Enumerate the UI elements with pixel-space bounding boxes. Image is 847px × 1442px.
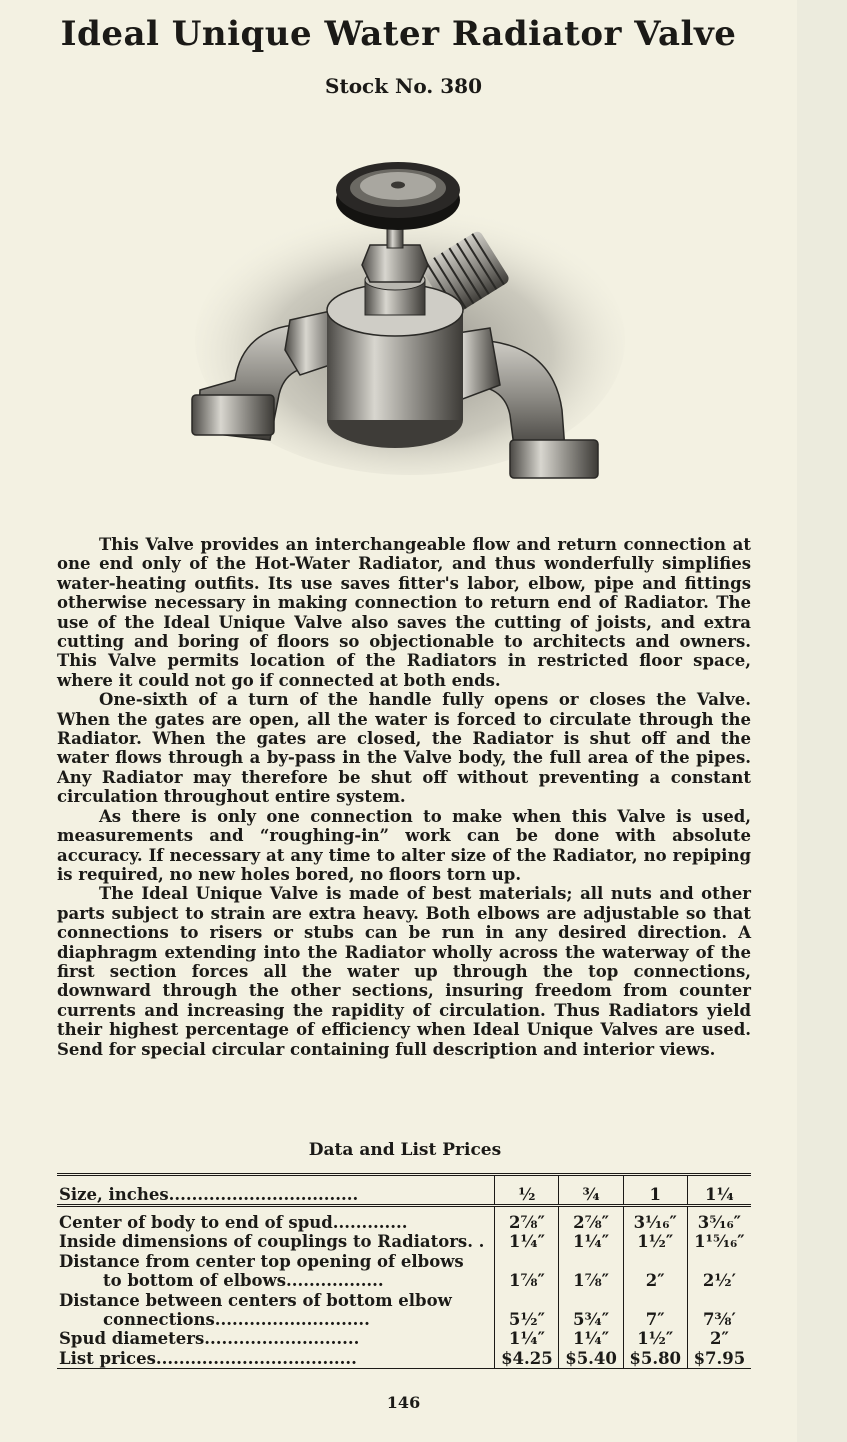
cell: 1¹⁵⁄₁₆″ <box>687 1232 751 1251</box>
cell: 1½″ <box>623 1329 687 1348</box>
paragraph-4: The Ideal Unique Valve is made of best materials; all nuts and other parts subject to strain are extra heavy. Both elbows are adjustable so that connections to risers or stubs can be run in any desired direction. A diaphragm extending into the Radiator wholly across the waterway of the first section forces all the water up through the top connections, downward through the other sections, insuring freedom from counter currents and increasing the rapidity of circulation. Thus Radiators yield their highest percentage of efficiency when Ideal Unique Valves are used. Send for special circular containing full description and interior views. <box>57 884 751 1059</box>
size-half: ½ <box>495 1175 559 1206</box>
cell <box>495 1252 559 1271</box>
size-three-quarter: ¾ <box>559 1175 623 1206</box>
table-header-row <box>57 1175 751 1206</box>
table-row <box>57 1271 751 1290</box>
table-row <box>57 1232 751 1251</box>
cell: 1¼″ <box>559 1329 623 1348</box>
row-label: to bottom of elbows................. <box>103 1271 384 1291</box>
cell: 7″ <box>623 1310 687 1329</box>
description-text <box>57 535 751 1059</box>
cell <box>687 1291 751 1310</box>
row-label: Center of body to end of spud............. <box>59 1213 408 1232</box>
cell: $5.40 <box>559 1349 623 1369</box>
cell: 1¼″ <box>495 1232 559 1251</box>
cell: 1⅞″ <box>495 1271 559 1290</box>
cell <box>687 1252 751 1271</box>
cell: 7⅜′ <box>687 1310 751 1329</box>
table-row <box>57 1291 751 1310</box>
size-header: Size, inches................................. <box>57 1175 495 1206</box>
cell <box>623 1291 687 1310</box>
paragraph-2: One-sixth of a turn of the handle fully opens or closes the Valve. When the gates are open, all the water is forced to circulate through the Radiator. When the gates are closed, the Radiator is shut off and the water flows through a by-pass in the Valve body, the full area of the pipes. Any Radiator may therefore be shut off without preventing a constant circulation throughout entire system. <box>57 690 751 807</box>
paragraph-1: This Valve provides an interchangeable flow and return connection at one end only of the Hot-Water Radiator, and thus wonderfully simplifies water-heating outfits. Its use saves fitter's labor, elbow, pipe and fittings otherwise necessary in making connection to return end of Radiator. The use of the Ideal Unique Valve also saves the cutting of joists, and extra cutting and boring of floors so objectionable to architects and owners. This Valve permits location of the Radiators in restricted floor space, where it could not go if connected at both ends. <box>57 535 751 690</box>
cell <box>495 1291 559 1310</box>
row-label: List prices................................... <box>59 1348 357 1368</box>
cell: $7.95 <box>687 1349 751 1369</box>
row-label: Spud diameters........................... <box>59 1329 360 1349</box>
cell: 1¼″ <box>559 1232 623 1251</box>
cell: 2″ <box>687 1329 751 1348</box>
cell <box>559 1252 623 1271</box>
table-title: Data and List Prices <box>308 1140 502 1160</box>
cell: 1¼″ <box>495 1329 559 1348</box>
table-row <box>57 1329 751 1348</box>
cell: 2″ <box>623 1271 687 1290</box>
cell: 2⅞″ <box>559 1206 623 1233</box>
cell: 1½″ <box>623 1232 687 1251</box>
cell <box>559 1291 623 1310</box>
row-label: Inside dimensions of couplings to Radiators. . <box>59 1232 485 1252</box>
table-row <box>57 1252 751 1271</box>
cell: 5¾″ <box>559 1310 623 1329</box>
row-label: connections........................... <box>103 1310 370 1330</box>
cell: 2⅞″ <box>495 1206 559 1233</box>
radiator-valve-illustration <box>170 150 630 490</box>
table-row <box>57 1206 751 1233</box>
page-edge <box>797 0 847 1442</box>
page-title: Ideal Unique Water Radiator Valve <box>60 14 737 54</box>
size-one-quarter: 1¼ <box>687 1175 751 1206</box>
cell <box>623 1252 687 1271</box>
table-row <box>57 1349 751 1369</box>
paragraph-3: As there is only one connection to make when this Valve is used, measurements and “roughing-in” work can be done with absolute accuracy. If necessary at any time to alter size of the Radiator, no repiping is required, no new holes bored, no floors torn up. <box>57 806 751 884</box>
row-label: Distance between centers of bottom elbow <box>59 1290 452 1310</box>
price-table <box>57 1173 751 1369</box>
cell: $5.80 <box>623 1349 687 1369</box>
row-label: Distance from center top opening of elbows <box>59 1251 464 1271</box>
cell: 1⅞″ <box>559 1271 623 1290</box>
page-number: 146 <box>386 1393 421 1412</box>
cell: 2½′ <box>687 1271 751 1290</box>
stock-number: Stock No. 380 <box>325 74 482 98</box>
cell: $4.25 <box>495 1349 559 1369</box>
cell: 3¹⁄₁₆″ <box>623 1206 687 1233</box>
size-one: 1 <box>623 1175 687 1206</box>
table-row <box>57 1310 751 1329</box>
cell: 3⁵⁄₁₆″ <box>687 1206 751 1233</box>
cell: 5½″ <box>495 1310 559 1329</box>
